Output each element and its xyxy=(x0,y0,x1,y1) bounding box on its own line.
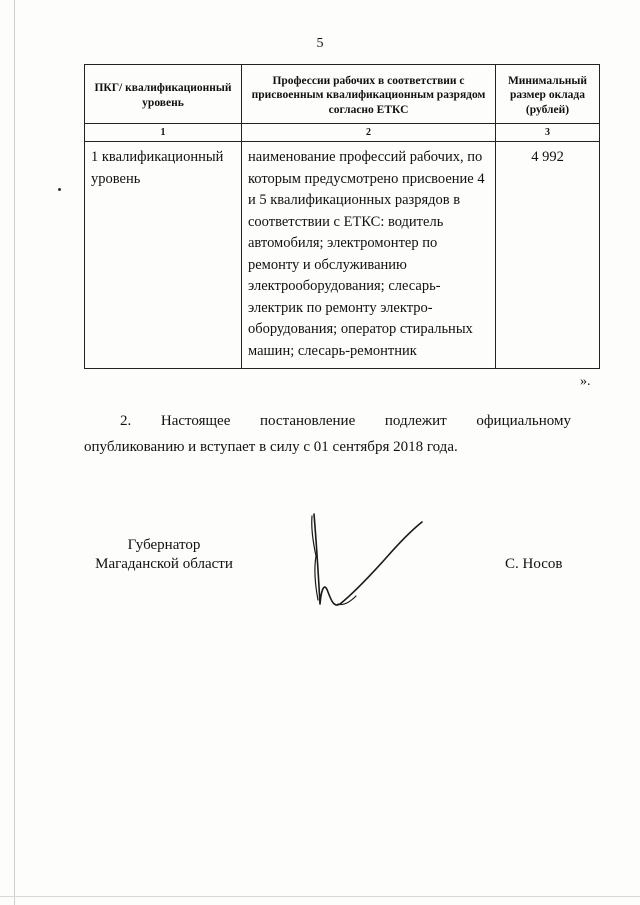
column-number: 3 xyxy=(496,124,600,142)
paragraph-line-1: Настоящее постановление подлежит официальному xyxy=(160,413,571,429)
cell-qualification-level: 1 квалификационный уровень xyxy=(85,142,242,369)
header-min-salary: Минимальный размер оклада (рублей) xyxy=(496,65,600,124)
signer-title: Губернатор Магаданской области xyxy=(95,537,233,572)
paragraph-line-2: опубликованию и вступает в силу с 01 сентября 2018 года. xyxy=(84,439,458,455)
handwritten-signature xyxy=(300,508,440,618)
page-number: 5 xyxy=(316,36,324,51)
signer-name: С. Носов xyxy=(505,556,563,572)
scan-edge-left xyxy=(14,0,15,905)
header-pkg-level: ПКГ/ квалификационный уровень xyxy=(85,65,242,124)
salary-table xyxy=(84,64,600,369)
cell-salary: 4 992 xyxy=(496,142,600,369)
column-number: 2 xyxy=(242,124,496,142)
table-header-row xyxy=(85,65,600,124)
table-row xyxy=(85,142,600,369)
paragraph-number: 2. xyxy=(120,413,132,429)
column-number-row xyxy=(85,124,600,142)
scan-edge-bottom xyxy=(0,896,640,897)
column-number: 1 xyxy=(85,124,242,142)
closing-quote: ». xyxy=(580,374,591,389)
header-professions: Профессии рабочих в соответствии с присвоенным квалификационным разрядом согласно ЕТКС xyxy=(242,65,496,124)
margin-mark xyxy=(58,188,61,191)
cell-professions: наименование профессий рабочих, по которым предусмотрено присвоение 4 и 5 квалификационных разрядов в соответствии с ЕТКС: водитель автомобиля; электромонтер по ремонту и обслуживанию электрооборудования; слесарь-электрик по ремонту электро-оборудования; оператор стиральных машин; слесарь-ремонтник xyxy=(242,142,496,369)
paragraph-2 xyxy=(84,408,571,434)
